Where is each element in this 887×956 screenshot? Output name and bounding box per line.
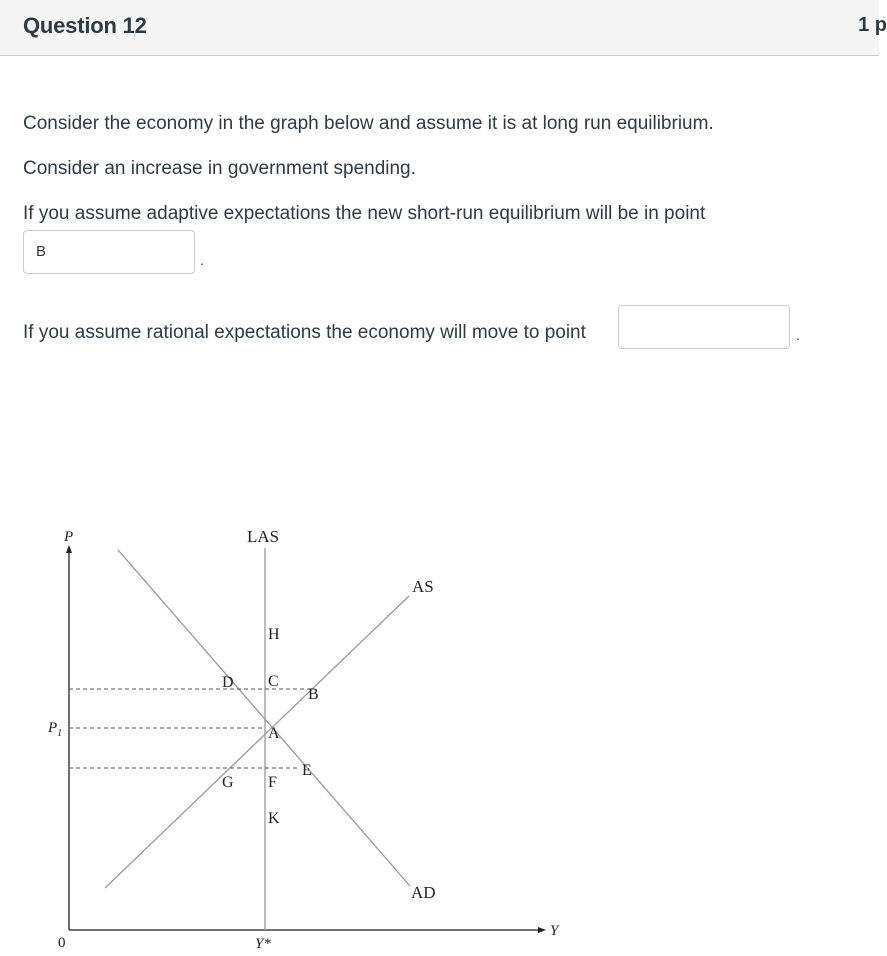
- ad-line: [118, 550, 410, 886]
- las-label: LAS: [247, 527, 280, 546]
- origin-label: 0: [58, 935, 66, 951]
- ystar-label: Y*: [255, 936, 271, 952]
- point-c-label: C: [268, 673, 279, 690]
- answer-input-adaptive[interactable]: B: [23, 230, 195, 274]
- p1-label-subscript: 1: [57, 728, 63, 739]
- p1-label: [47, 720, 62, 739]
- question-points: 1 p: [858, 14, 887, 36]
- as-label: AS: [412, 577, 434, 596]
- period-1: .: [200, 252, 204, 268]
- point-a-label: A: [268, 725, 280, 742]
- y-axis-label: P: [64, 529, 74, 545]
- question-text-line-4: If you assume rational expectations the economy will move to point: [23, 322, 586, 343]
- point-e-label: E: [302, 762, 312, 779]
- y-axis-arrow: [66, 545, 72, 553]
- point-b-label: B: [308, 686, 319, 703]
- p1-label-main: P: [48, 720, 58, 736]
- question-title: Question 12: [23, 13, 147, 38]
- as-line: [105, 596, 409, 888]
- x-axis-arrow: [538, 927, 546, 933]
- x-axis-label: Y: [550, 923, 559, 939]
- point-d-label: D: [222, 674, 234, 691]
- ad-label: AD: [411, 883, 436, 902]
- point-f-label: F: [268, 774, 277, 791]
- point-g-label: G: [222, 774, 234, 791]
- question-text-line-1: Consider the economy in the graph below and assume it is at long run equilibrium.: [23, 113, 714, 134]
- period-2: .: [796, 327, 800, 343]
- point-h-label: H: [268, 626, 280, 643]
- question-text-line-2: Consider an increase in government spending.: [23, 158, 416, 179]
- question-text-line-3: If you assume adaptive expectations the new short-run equilibrium will be in point: [23, 203, 706, 224]
- point-k-label: K: [268, 810, 280, 827]
